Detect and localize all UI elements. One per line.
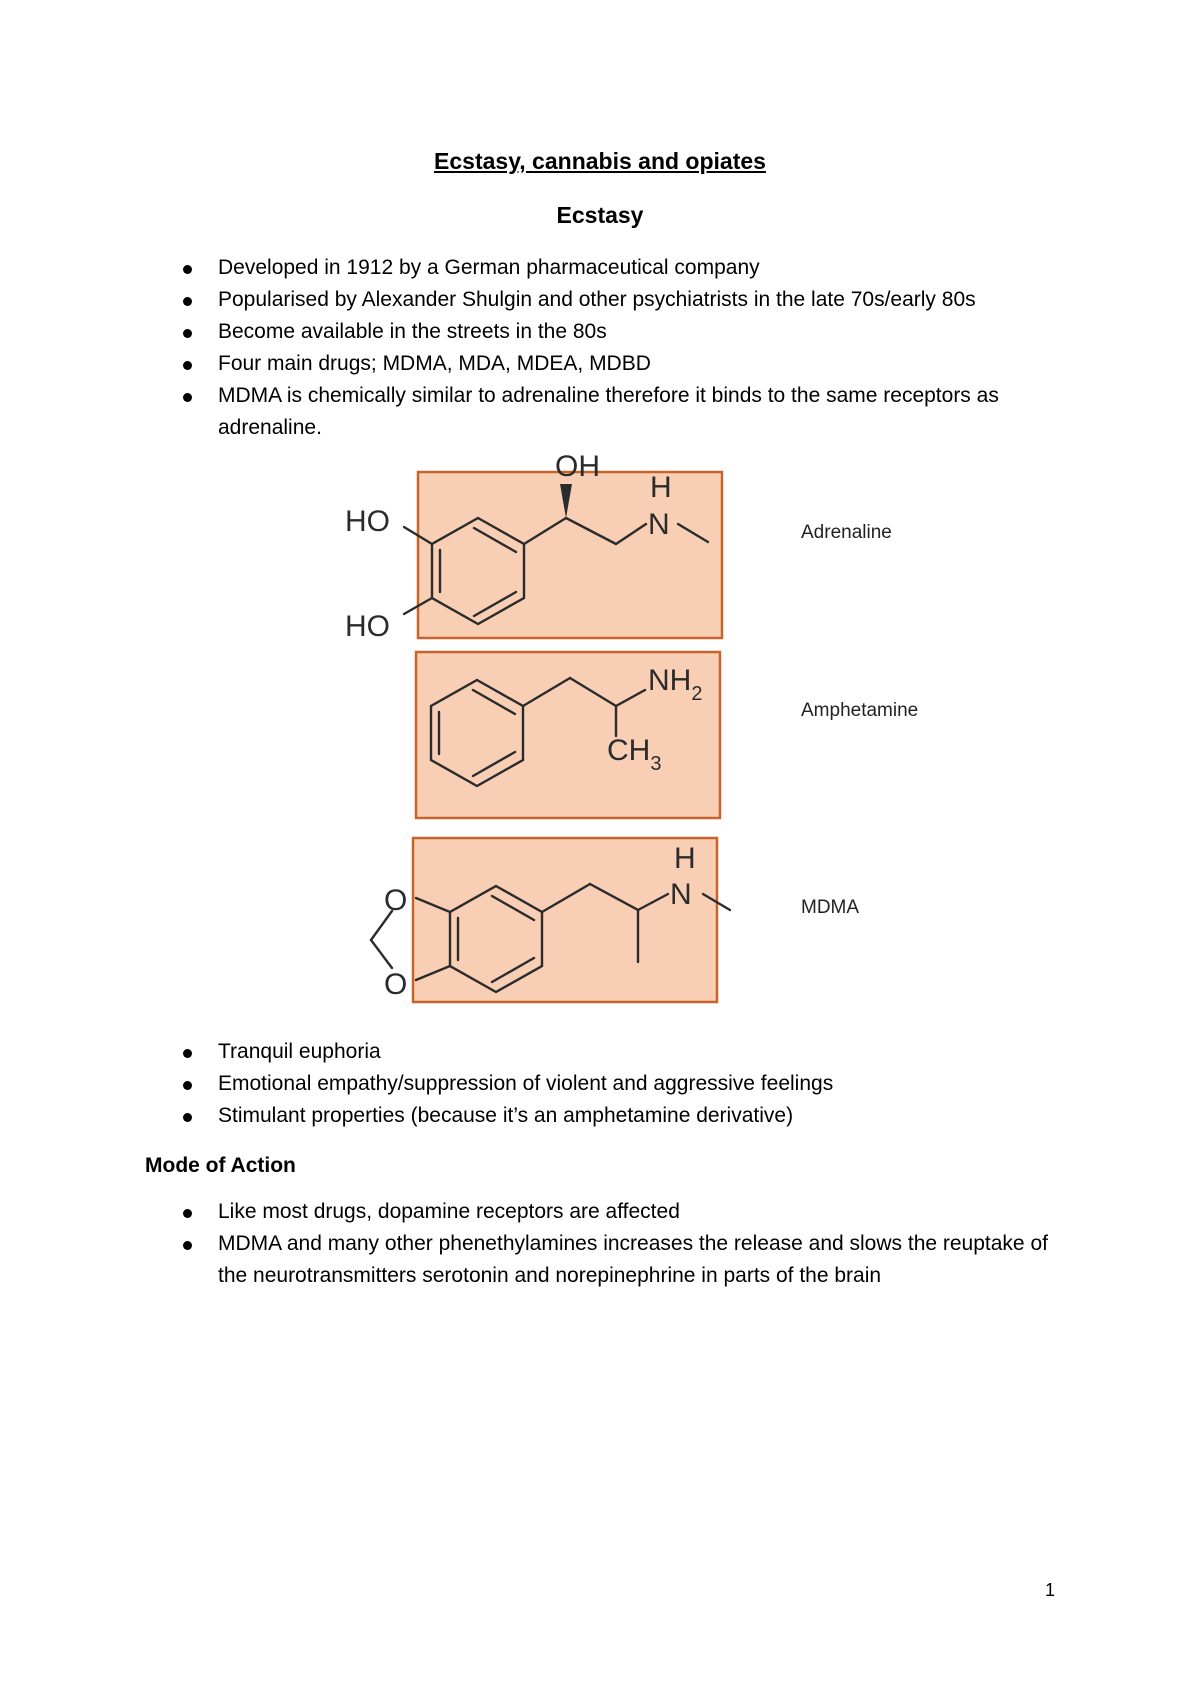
bullet-icon [183,1113,192,1122]
document-title: Ecstasy, cannabis and opiates [434,148,766,174]
adrenaline-atom-n: N [648,508,670,541]
mdma-atom-o-bottom: O [384,968,408,1001]
effects-bullet-list [0,1036,1200,1132]
list-item: Four main drugs; MDMA, MDA, MDEA, MDBD [0,348,1068,380]
adrenaline-atom-ho-bottom: HO [345,610,390,643]
bullet-icon [183,1209,192,1218]
section-heading-mode-of-action: Mode of Action [145,1154,296,1177]
adrenaline-atom-h: H [650,471,672,504]
bullet-icon [183,1241,192,1250]
amphetamine-structure [416,652,720,818]
mdma-atom-o-top: O [384,884,408,917]
page-number: 1 [1045,1580,1056,1600]
adrenaline-structure [345,450,722,643]
list-item: Popularised by Alexander Shulgin and other psychiatrists in the late 70s/early 80s [0,284,1068,316]
molecule-label-adrenaline: Adrenaline [801,522,892,543]
bullet-icon [183,1081,192,1090]
list-item: MDMA and many other phenethylamines increases the release and slows the reuptake of the neurotransmitters serotonin and norepinephrine in parts of the brain [0,1228,1068,1292]
adrenaline-atom-oh: OH [555,450,600,483]
adrenaline-atom-ho-top: HO [345,505,390,538]
list-item: Stimulant properties (because it’s an amphetamine derivative) [0,1100,1068,1132]
amphetamine-atom-ch3: $CH_3$ [607,734,662,775]
list-item: Emotional empathy/suppression of violent and aggressive feelings [0,1068,1068,1100]
mdma-structure [371,838,730,1002]
list-item: Become available in the streets in the 80s [0,316,1068,348]
amphetamine-atom-nh2: $NH_2$ [648,664,703,705]
bullet-icon [183,1049,192,1058]
action-bullet-list [0,1196,1200,1292]
molecule-label-amphetamine: Amphetamine [801,700,919,721]
list-item: MDMA is chemically similar to adrenaline therefore it binds to the same receptors as adrenaline. [0,380,1068,444]
mdma-atom-h: H [674,842,696,875]
list-item: Like most drugs, dopamine receptors are affected [0,1196,1068,1228]
adrenaline-highlight-box [418,472,722,638]
molecule-label-mdma: MDMA [801,897,860,918]
section-title-ecstasy: Ecstasy [556,202,644,228]
list-item: Developed in 1912 by a German pharmaceutical company [0,252,1068,284]
mdma-atom-n: N [670,878,692,911]
list-item: Tranquil euphoria [0,1036,1068,1068]
